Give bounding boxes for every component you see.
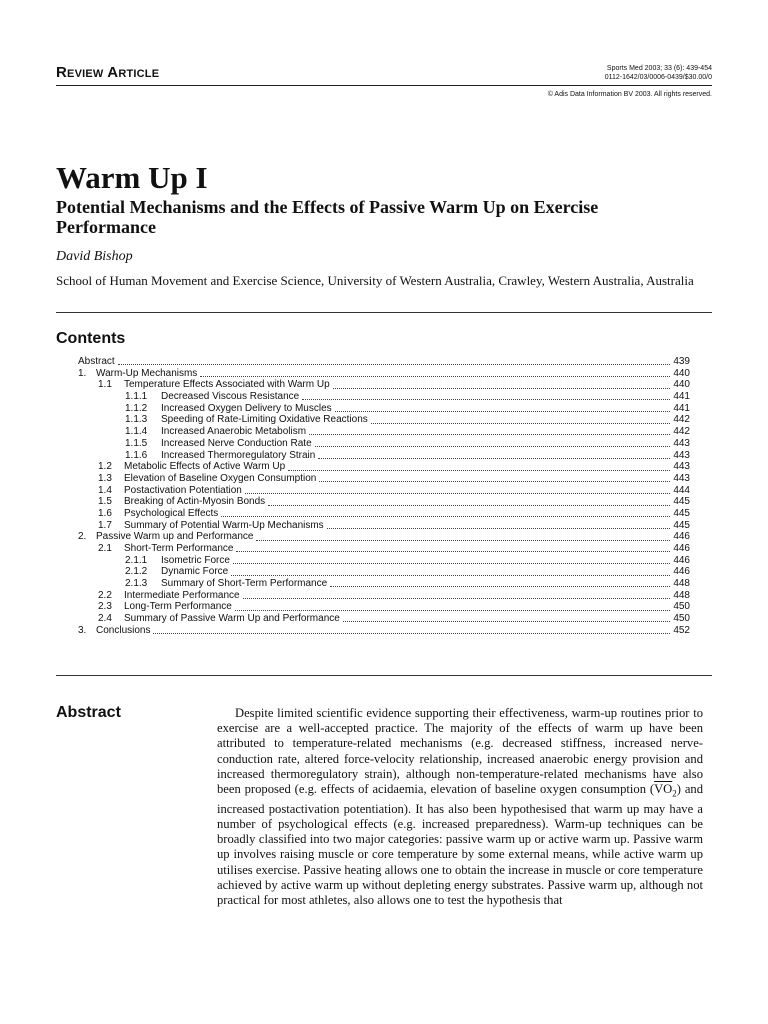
toc-entry-title: Postactivation Potentiation (124, 484, 242, 496)
toc-entry-number: 2.3 (98, 601, 112, 613)
toc-entry-number: 1.1.3 (125, 414, 148, 426)
toc-entry-page: 439 (673, 356, 690, 367)
toc-dot-leader (330, 578, 670, 587)
toc-entry-title: Summary of Potential Warm-Up Mechanisms (124, 519, 324, 531)
toc-dot-leader (343, 613, 671, 622)
toc-entry (78, 601, 690, 613)
toc-entry-page: 446 (673, 531, 690, 543)
toc-dot-leader (327, 520, 671, 529)
toc-entry-title: Metabolic Effects of Active Warm Up (124, 461, 286, 473)
toc-entry-title: Dynamic Force (161, 566, 229, 578)
abstract-body (217, 706, 703, 908)
contents-heading: Contents (56, 330, 126, 347)
toc-entry-page: 446 (673, 566, 690, 578)
toc-entry (78, 450, 690, 462)
toc-entry-title: Isometric Force (161, 554, 230, 566)
table-of-contents (78, 356, 690, 637)
toc-dot-leader (335, 403, 671, 412)
toc-entry-page: 445 (673, 496, 690, 508)
toc-entry-title: Passive Warm up and Performance (96, 531, 254, 543)
toc-entry-title: Temperature Effects Associated with Warm Up (124, 379, 330, 391)
toc-entry-number: 1.1 (98, 379, 112, 391)
toc-dot-leader (233, 555, 670, 564)
toc-dot-leader (371, 415, 671, 424)
toc-dot-leader (333, 380, 671, 389)
toc-entry-title: Abstract (78, 356, 115, 367)
toc-entry-title: Increased Oxygen Delivery to Muscles (161, 402, 332, 414)
toc-entry-number: 2.2 (98, 589, 112, 601)
toc-entry (78, 391, 690, 403)
article-subtitle: Potential Mechanisms and the Effects of Passive Warm Up on Exercise Performance (56, 197, 599, 237)
toc-entry (78, 508, 690, 520)
toc-dot-leader (318, 450, 670, 459)
toc-entry (78, 426, 690, 438)
toc-entry-number: 2. (78, 531, 87, 543)
toc-dot-leader (319, 473, 670, 482)
vo2-symbol: $\overline{VO}$ (654, 782, 673, 797)
toc-entry-page: 443 (673, 449, 690, 461)
issn-line: 0112-1642/03/0006-0439/$30.00/0 (604, 74, 712, 81)
toc-entry-number: 1.7 (98, 519, 112, 531)
toc-entry (78, 485, 690, 497)
toc-entry-number: 1.1.6 (125, 449, 148, 461)
toc-entry (78, 368, 690, 380)
toc-dot-leader (243, 590, 671, 599)
toc-dot-leader (236, 543, 670, 552)
toc-entry-number: 1. (78, 367, 87, 379)
toc-entry-title: Speeding of Rate-Limiting Oxidative Reactions (161, 414, 368, 426)
toc-entry (78, 403, 690, 415)
toc-entry-title: Summary of Passive Warm Up and Performance (124, 613, 340, 625)
abstract-text-part1: Despite limited scientific evidence supporting their effectiveness, warm-up routines prior to exercise are a well-accepted practice. The majority of the effects of warm up have been attributed to temperature-related mechanisms (e.g. decreased stiffness, increased nerve-conduction rate, altered force-velocity relationship, increased anaerobic energy provision and increased thermoregulatory strain), although non-temperature-related mechanisms have also been proposed (e.g. effects of acidaemia, elevation of baseline oxygen consumption ( (217, 706, 703, 797)
toc-entry (78, 578, 690, 590)
author-affiliation: School of Human Movement and Exercise Science, University of Western Australia, Crawley, Western Australia, Australia (56, 273, 694, 288)
toc-entry (78, 531, 690, 543)
toc-entry-number: 1.1.2 (125, 402, 148, 414)
toc-entry-number: 2.1.1 (125, 554, 148, 566)
toc-entry-title: Warm-Up Mechanisms (96, 367, 198, 379)
toc-dot-leader (315, 438, 671, 447)
author-name: David Bishop (56, 249, 133, 264)
toc-entry (78, 438, 690, 450)
abstract-heading: Abstract (56, 704, 121, 721)
toc-entry (78, 379, 690, 391)
toc-entry-title: Increased Nerve Conduction Rate (161, 437, 312, 449)
toc-entry-page: 448 (673, 589, 690, 601)
toc-entry (78, 414, 690, 426)
toc-entry-page: 443 (673, 461, 690, 473)
review-article-label: Review Article (56, 64, 160, 81)
toc-entry (78, 356, 690, 368)
toc-entry-number: 2.1 (98, 543, 112, 554)
toc-entry (78, 625, 690, 637)
vo2-subscript: 2 (672, 788, 677, 799)
article-title: Warm Up I (56, 160, 208, 195)
toc-entry-number: 2.1.2 (125, 566, 148, 578)
toc-entry (78, 543, 690, 555)
toc-entry-page: 445 (673, 507, 690, 519)
toc-entry (78, 555, 690, 567)
toc-entry-page: 442 (673, 426, 690, 438)
toc-dot-leader (309, 426, 670, 435)
toc-dot-leader (118, 356, 671, 365)
contents-top-rule (56, 312, 712, 313)
toc-entry-title: Psychological Effects (124, 507, 219, 519)
toc-entry-page: 446 (673, 554, 690, 566)
toc-entry-number: 2.1.3 (125, 578, 148, 590)
toc-entry-page: 450 (673, 613, 690, 625)
toc-entry-page: 441 (673, 402, 690, 414)
toc-entry-title: Short-Term Performance (124, 543, 234, 554)
toc-entry-title: Elevation of Baseline Oxygen Consumption (124, 472, 317, 484)
toc-entry-number: 1.1.4 (125, 426, 148, 438)
toc-dot-leader (235, 602, 670, 611)
toc-dot-leader (256, 532, 670, 541)
toc-entry-page: 446 (673, 543, 690, 554)
toc-entry-title: Conclusions (96, 624, 151, 636)
toc-dot-leader (200, 368, 670, 377)
toc-dot-leader (221, 508, 670, 517)
toc-dot-leader (231, 567, 670, 576)
toc-entry (78, 461, 690, 473)
journal-citation: Sports Med 2003; 33 (6): 439-454 (606, 65, 712, 72)
toc-dot-leader (302, 391, 670, 400)
toc-entry-page: 442 (673, 414, 690, 426)
contents-bottom-rule (56, 675, 712, 676)
toc-entry-page: 452 (673, 624, 690, 636)
toc-dot-leader (153, 625, 670, 634)
toc-entry-page: 443 (673, 472, 690, 484)
toc-entry-number: 1.5 (98, 496, 112, 508)
toc-entry (78, 473, 690, 485)
toc-entry (78, 613, 690, 625)
toc-entry (78, 590, 690, 602)
toc-dot-leader (288, 462, 670, 471)
toc-entry-number: 1.4 (98, 484, 112, 496)
toc-entry-page: 441 (673, 391, 690, 403)
toc-entry-page: 440 (673, 379, 690, 391)
header-rule (56, 85, 712, 86)
abstract-text-part2: ) and increased postactivation potentiation). It has also been hypothesised that warm up may have a number of psychological effects (e.g. increased preparedness). Warm-up techniques can be broadly classified into two major categories: passive warm up or active warm up. Passive warm up involves raising muscle or core temperature by some external means, while active warm up utilises exercise. Passive heating allows one to obtain the increase in muscle or core temperature achieved by active warm up without depleting energy substrates. Passive warm up, although not practical for most athletes, also allows one to test the hypothesis that (217, 782, 704, 907)
toc-entry-page: 444 (673, 484, 690, 496)
toc-entry-number: 1.1.5 (125, 437, 148, 449)
toc-entry-page: 450 (673, 601, 690, 613)
toc-entry-number: 1.2 (98, 461, 112, 473)
toc-entry-title: Increased Anaerobic Metabolism (161, 426, 307, 438)
toc-entry-number: 3. (78, 624, 87, 636)
copyright-notice: © Adis Data Information BV 2003. All rights reserved. (547, 91, 712, 98)
toc-entry-number: 1.6 (98, 507, 112, 519)
toc-entry-title: Decreased Viscous Resistance (161, 391, 300, 403)
toc-entry-number: 1.1.1 (125, 391, 148, 403)
toc-entry (78, 566, 690, 578)
toc-entry (78, 496, 690, 508)
toc-entry-title: Summary of Short-Term Performance (161, 578, 328, 590)
toc-entry-page: 440 (673, 367, 690, 379)
citation-block (605, 64, 712, 82)
toc-entry-title: Breaking of Actin-Myosin Bonds (124, 496, 266, 508)
toc-entry-number: 2.4 (98, 613, 112, 625)
toc-entry-number: 1.3 (98, 472, 112, 484)
toc-entry-page: 445 (673, 519, 690, 531)
toc-dot-leader (268, 497, 670, 506)
toc-entry (78, 520, 690, 532)
toc-entry-title: Long-Term Performance (124, 601, 232, 613)
toc-entry-title: Increased Thermoregulatory Strain (161, 449, 316, 461)
toc-entry-page: 443 (673, 437, 690, 449)
toc-dot-leader (245, 485, 670, 494)
toc-entry-page: 448 (673, 578, 690, 590)
toc-entry-title: Intermediate Performance (124, 589, 240, 601)
